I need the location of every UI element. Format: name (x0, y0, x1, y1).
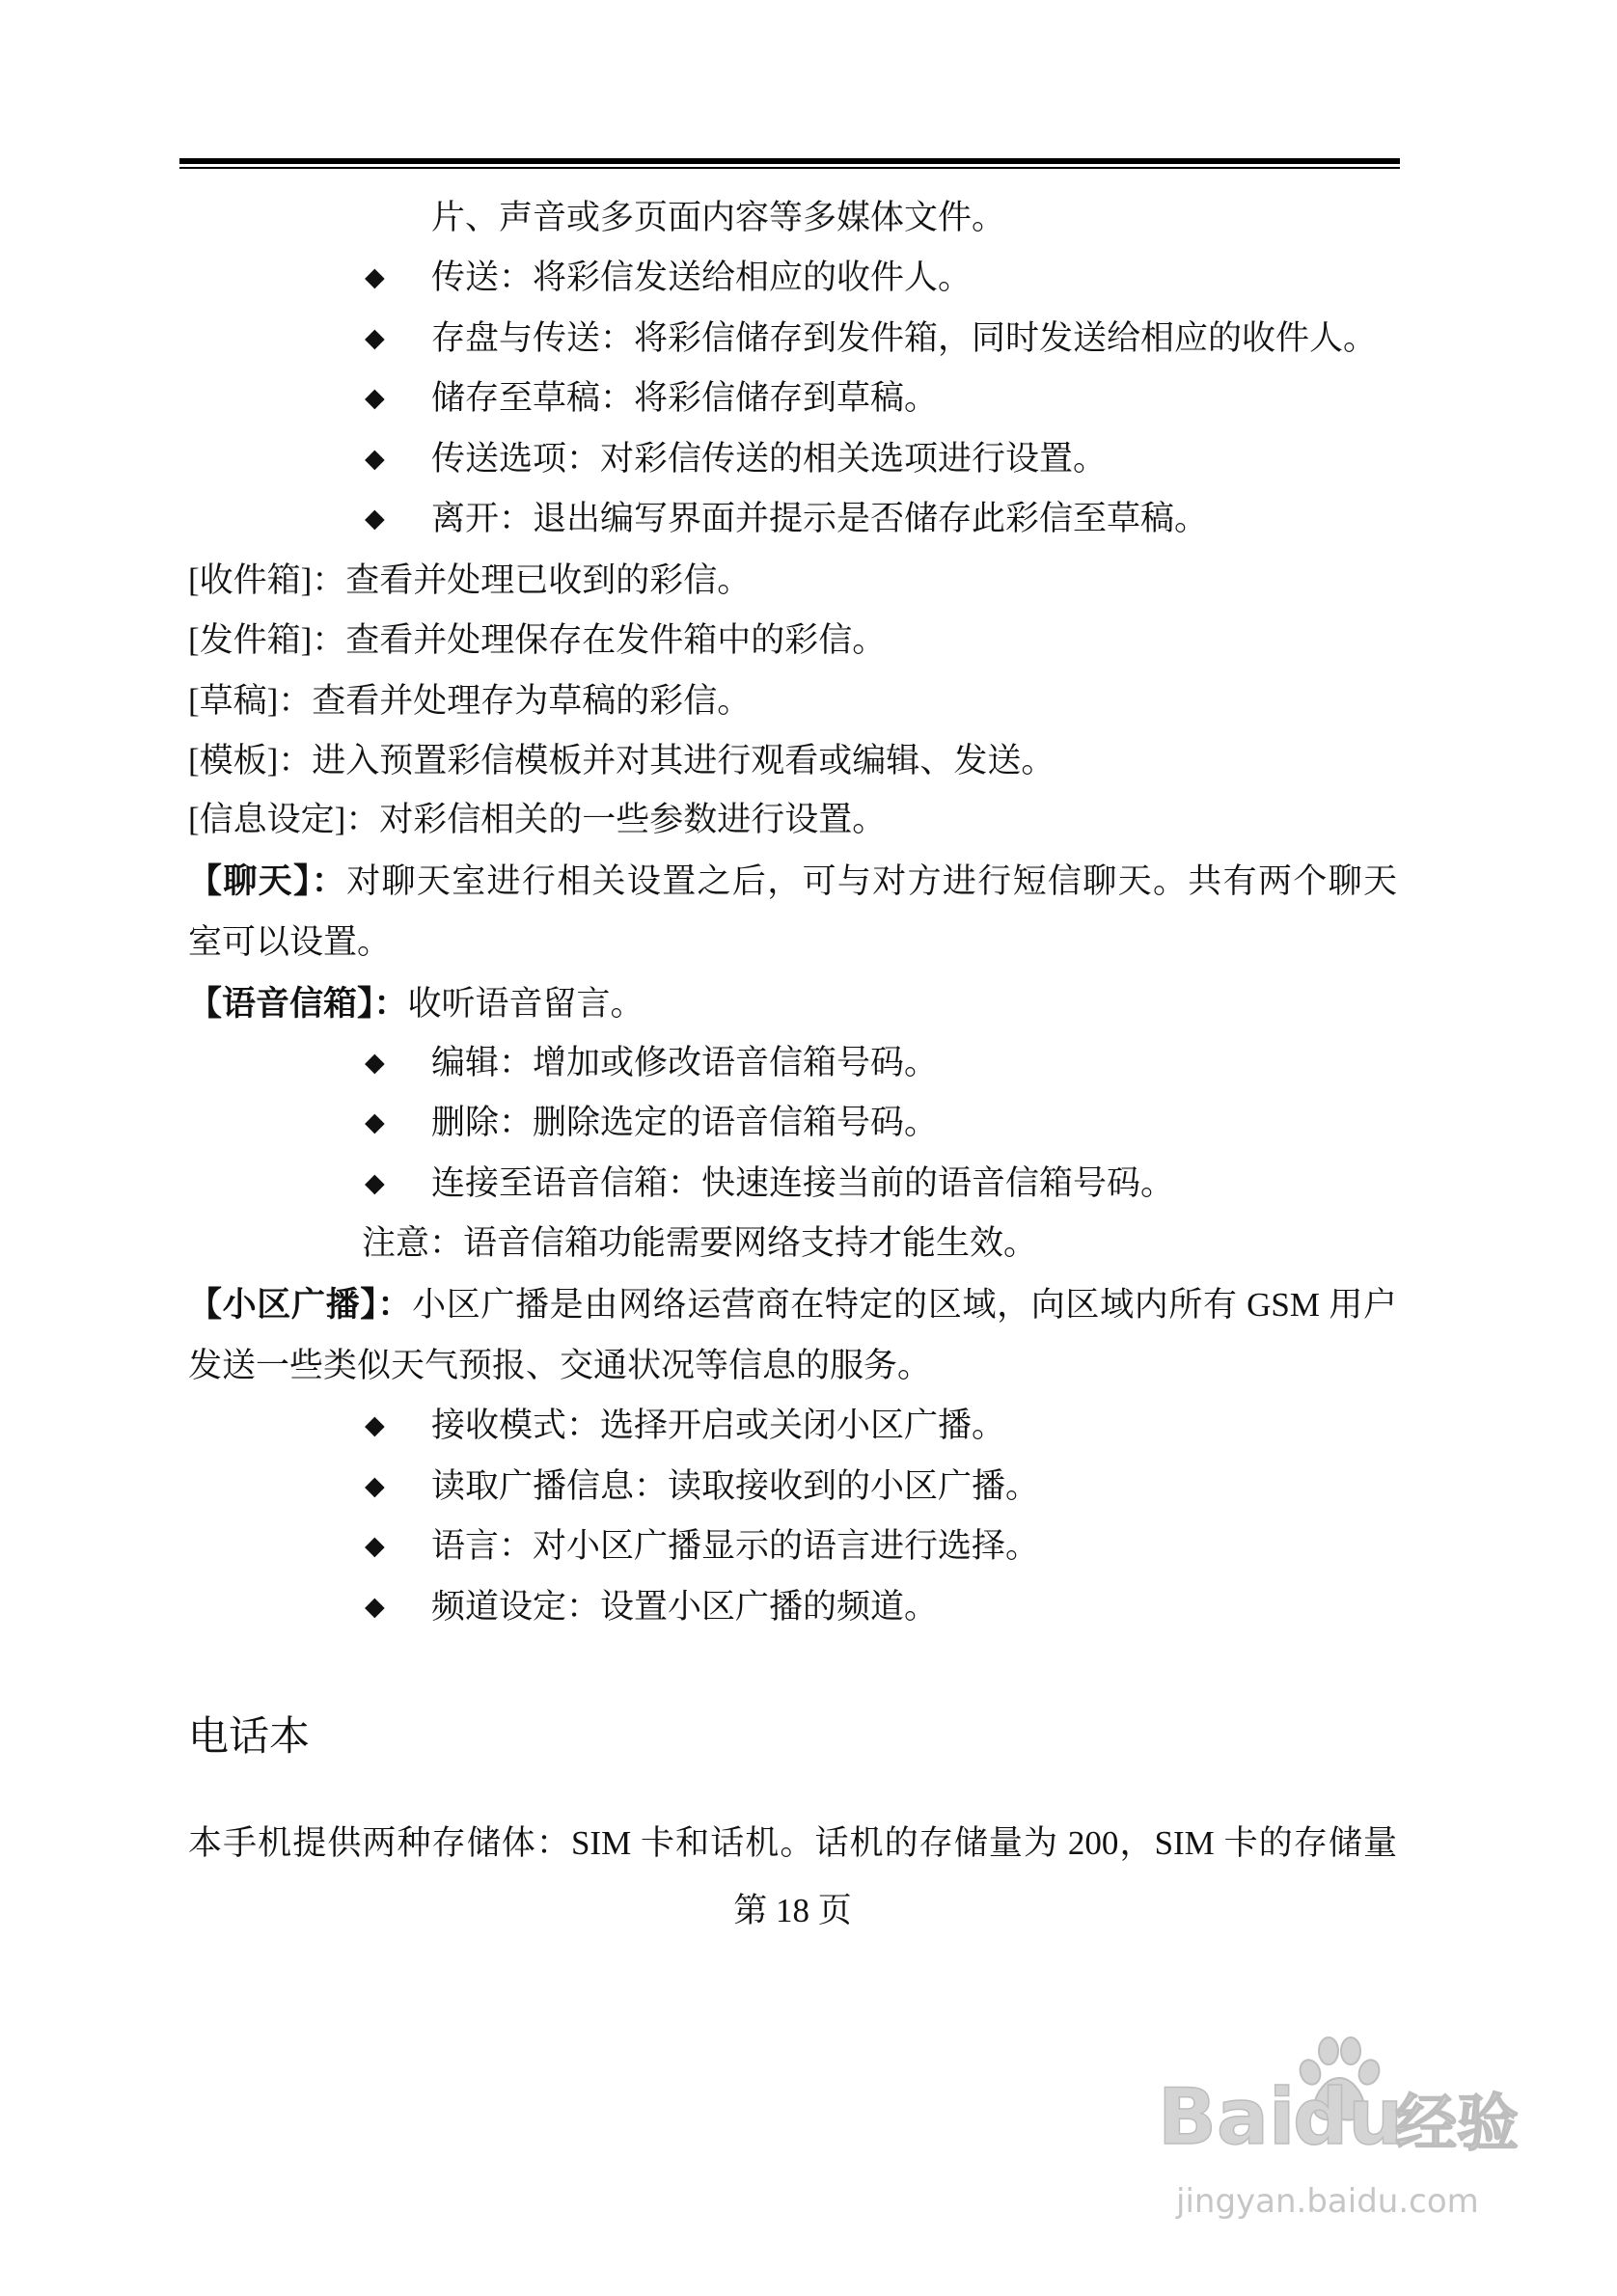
bullet-item (365, 377, 938, 420)
bullet-text: 编辑：增加或修改语音信箱号码。 (431, 1044, 939, 1081)
diamond-bullet-icon: ◆ (365, 1168, 385, 1198)
diamond-bullet-icon: ◆ (365, 262, 385, 292)
chat-paragraph-line: 室可以设置。 (188, 923, 392, 961)
diamond-bullet-icon: ◆ (365, 323, 385, 353)
chat-paragraph-line (188, 861, 1397, 903)
watermark-label: 经验 (1395, 2089, 1519, 2160)
bullet-text: 传送：将彩信发送给相应的收件人。 (431, 259, 973, 296)
voicemail-heading: 【语音信箱】： (188, 985, 408, 1024)
bullet-item (365, 1405, 1005, 1447)
diamond-bullet-icon: ◆ (365, 504, 385, 533)
voicemail-text: 收听语音留言。 (407, 985, 644, 1023)
bullet-item (365, 317, 1377, 360)
menu-item-outbox: [发件箱]：查看并处理保存在发件箱中的彩信。 (188, 621, 887, 659)
bullet-item (365, 1586, 938, 1628)
diamond-bullet-icon: ◆ (365, 1471, 385, 1501)
chat-heading: 【聊天】： (188, 862, 347, 901)
voicemail-paragraph (188, 983, 644, 1025)
voicemail-note: 注意：语音信箱功能需要网络支持才能生效。 (362, 1224, 1038, 1262)
bullet-text: 接收模式：选择开启或关闭小区广播。 (431, 1407, 1006, 1444)
diamond-bullet-icon: ◆ (365, 444, 385, 474)
bullet-item (365, 498, 1208, 540)
bullet-item (365, 1162, 1174, 1205)
cell-broadcast-paragraph-line: 发送一些类似天气预报、交通状况等信息的服务。 (188, 1347, 932, 1384)
diamond-bullet-icon: ◆ (365, 1410, 385, 1440)
bullet-text: 存盘与传送：将彩信储存到发件箱，同时发送给相应的收件人。 (431, 319, 1378, 357)
bullet-text: 储存至草稿：将彩信储存到草稿。 (431, 379, 939, 417)
menu-item-drafts: [草稿]：查看并处理存为草稿的彩信。 (188, 682, 752, 720)
diamond-bullet-icon: ◆ (365, 1592, 385, 1622)
cell-broadcast-heading: 【小区广播】： (188, 1286, 413, 1325)
cell-broadcast-text: 小区广播是由网络运营商在特定的区域，向区域内所有 GSM 用户 (412, 1286, 1397, 1324)
header-rule (179, 158, 1400, 169)
bullet-text: 删除：删除选定的语音信箱号码。 (431, 1104, 939, 1141)
bullet-item (365, 1102, 938, 1144)
diamond-bullet-icon: ◆ (365, 1107, 385, 1137)
bullet-text: 离开：退出编写界面并提示是否储存此彩信至草稿。 (431, 500, 1209, 537)
bullet-text: 连接至语音信箱：快速连接当前的语音信箱号码。 (431, 1164, 1175, 1202)
bullet-text: 频道设定：设置小区广播的频道。 (431, 1588, 939, 1626)
diamond-bullet-icon: ◆ (365, 1048, 385, 1078)
phonebook-paragraph-line: 本手机提供两种存储体：SIM 卡和话机。话机的存储量为 200，SIM 卡的存储量 (188, 1824, 1397, 1862)
diamond-bullet-icon: ◆ (365, 1531, 385, 1561)
bullet-item (365, 438, 1107, 480)
diamond-bullet-icon: ◆ (365, 383, 385, 413)
watermark-logo-text: Bai (1158, 2072, 1296, 2162)
section-heading-phonebook: 电话本 (188, 1715, 311, 1760)
watermark-logo-text: du (1293, 2072, 1404, 2162)
chat-text: 对聊天室进行相关设置之后，可与对方进行短信聊天。共有两个聊天 (346, 862, 1397, 900)
bullet-text: 读取广播信息：读取接收到的小区广播。 (431, 1467, 1040, 1505)
menu-item-templates: [模板]：进入预置彩信模板并对其进行观看或编辑、发送。 (188, 742, 1055, 779)
menu-item-settings: [信息设定]：对彩信相关的一些参数进行设置。 (188, 801, 887, 838)
bullet-item (365, 1525, 1039, 1568)
cell-broadcast-paragraph-line (188, 1284, 1397, 1326)
bullet-item (365, 257, 972, 299)
bullet-item (365, 1465, 1039, 1508)
page-number: 第 18 页 (733, 1892, 852, 1929)
continuation-line: 片、声音或多页面内容等多媒体文件。 (431, 199, 1006, 236)
bullet-item (365, 1042, 938, 1084)
bullet-text: 语言：对小区广播显示的语言进行选择。 (431, 1527, 1040, 1565)
watermark-url: jingyan.baidu.com (1176, 2182, 1479, 2221)
bullet-text: 传送选项：对彩信传送的相关选项进行设置。 (431, 440, 1108, 478)
menu-item-inbox: [收件箱]：查看并处理已收到的彩信。 (188, 561, 752, 599)
